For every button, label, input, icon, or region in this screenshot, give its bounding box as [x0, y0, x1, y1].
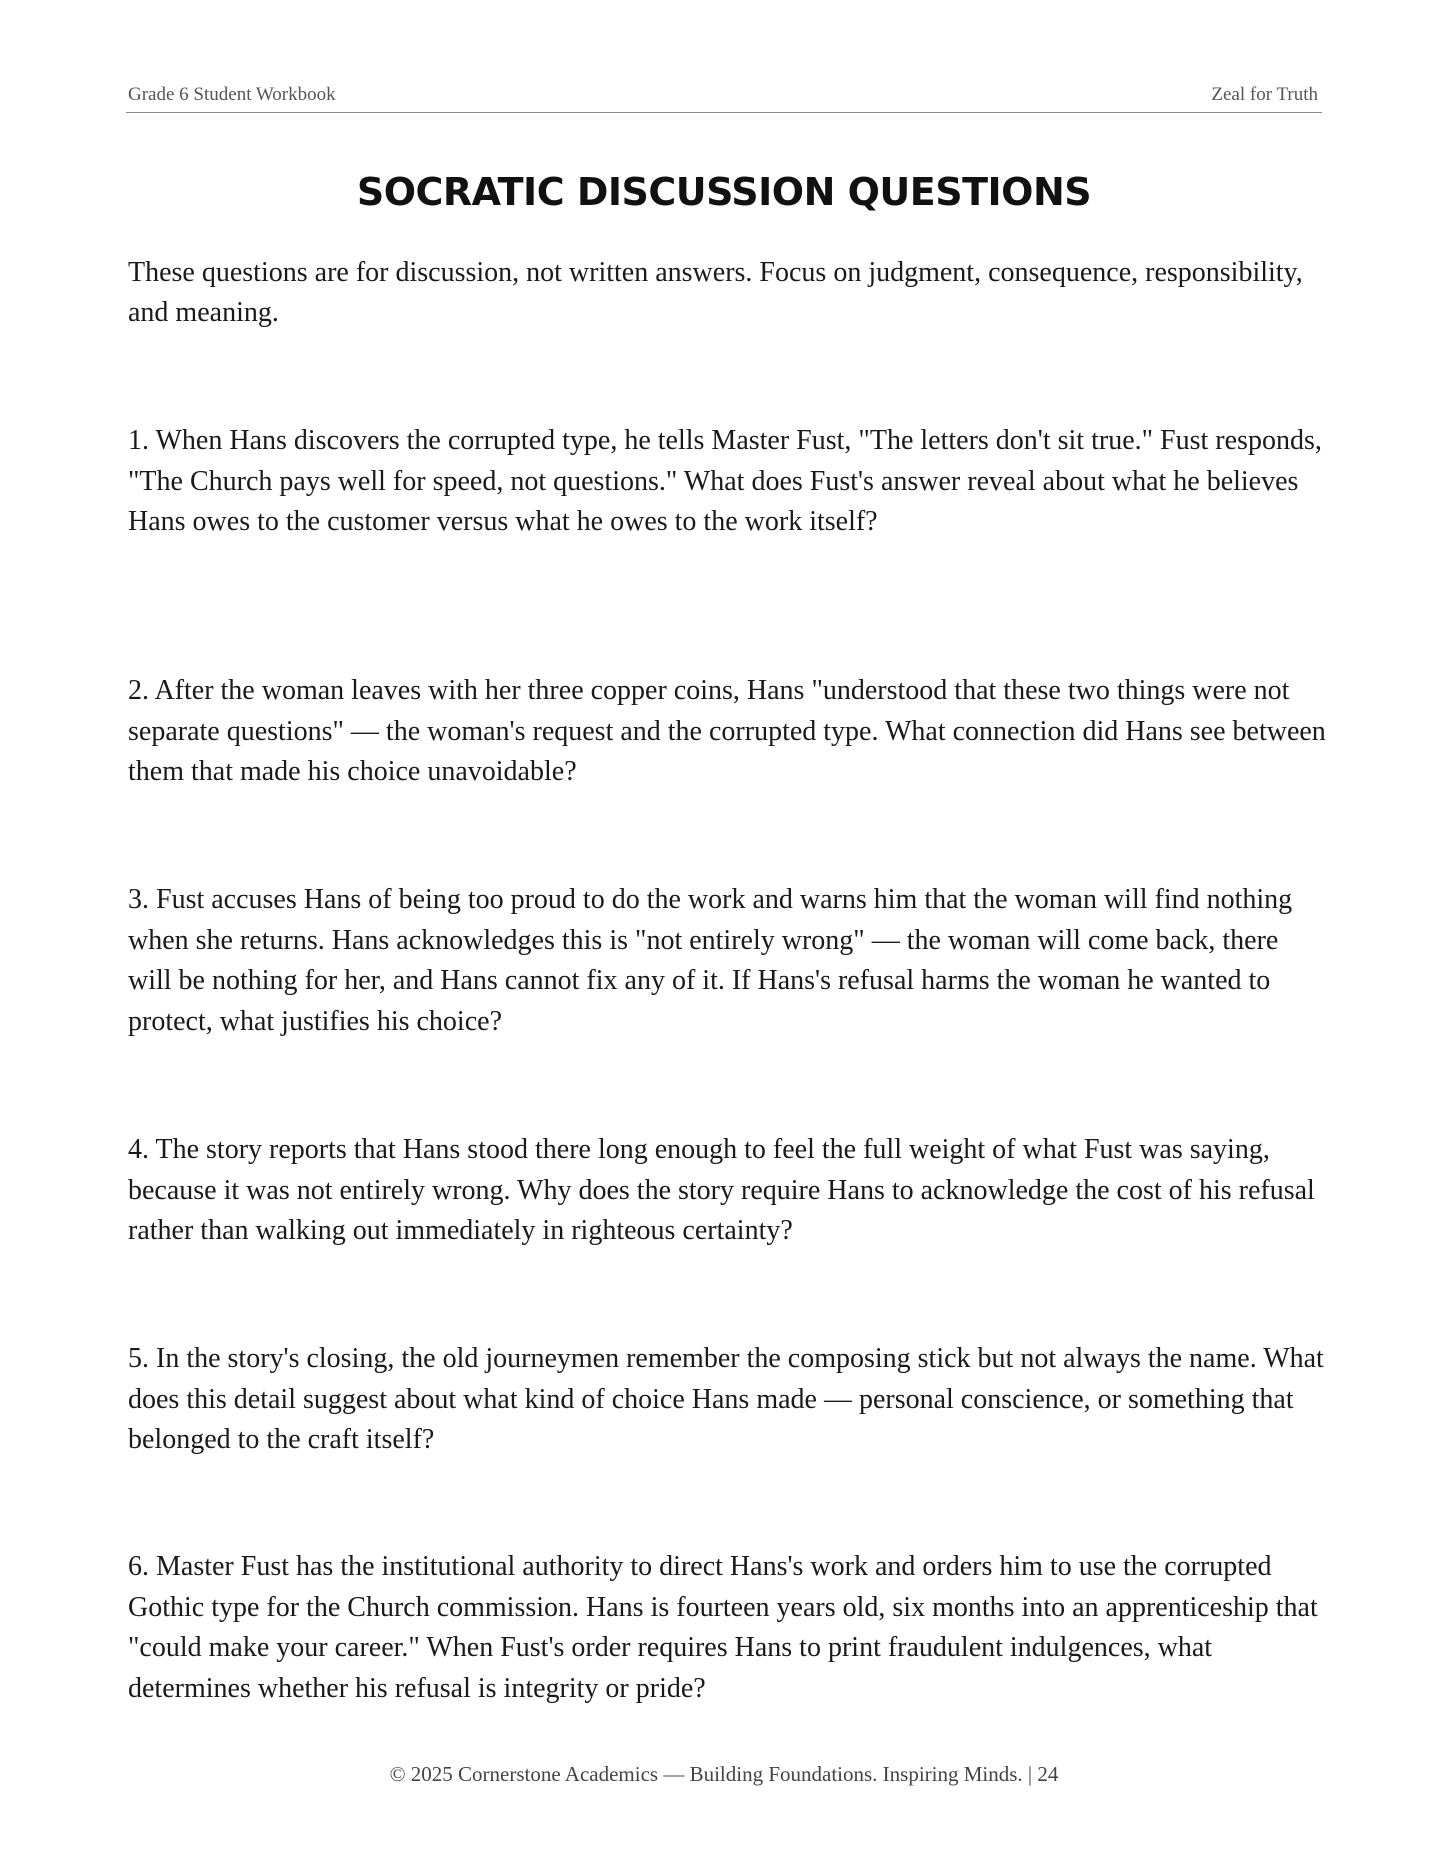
question-5: 5. In the story's closing, the old journeymen remember the composing stick but not always the name. What does this detail suggest about what kind of choice Hans made — personal conscience, or something that belonged to the craft itself?	[128, 1343, 1324, 1455]
page-footer: © 2025 Cornerstone Academics — Building Foundations. Inspiring Minds. | 24	[389, 1762, 1059, 1786]
question-4: 4. The story reports that Hans stood there long enough to feel the full weight of what Fust was saying, because it was not entirely wrong. Why does the story require Hans to acknowledge the cost of his refusal rather than walking out immediately in righteous certainty?	[128, 1134, 1315, 1246]
question-2: 2. After the woman leaves with her three copper coins, Hans "understood that these two things were not separate questions" — the woman's request and the corrupted type. What connection did Hans see between them that made his choice unavoidable?	[128, 675, 1326, 787]
header-workbook-title: Grade 6 Student Workbook	[128, 84, 336, 105]
question-1: 1. When Hans discovers the corrupted type, he tells Master Fust, "The letters don't sit true." Fust responds, "The Church pays well for speed, not questions." What does Fust's answer reveal about what he believes Hans owes to the customer versus what he owes to the work itself?	[128, 425, 1322, 537]
page-header	[126, 82, 1322, 113]
header-unit-title: Zeal for Truth	[1211, 84, 1318, 105]
question-3: 3. Fust accuses Hans of being too proud to do the work and warns him that the woman will find nothing when she returns. Hans acknowledges this is "not entirely wrong" — the woman will come back, there will be nothing for her, and Hans cannot fix any of it. If Hans's refusal harms the woman he wanted to protect, what justifies his choice?	[128, 884, 1293, 1037]
question-6: 6. Master Fust has the institutional authority to direct Hans's work and orders him to use the corrupted Gothic type for the Church commission. Hans is fourteen years old, six months into an apprenticeship that "could make your career." When Fust's order requires Hans to print fraudulent indulgences, what determines whether his refusal is integrity or pride?	[128, 1551, 1318, 1704]
intro-text: These questions are for discussion, not written answers. Focus on judgment, consequence, responsibility, and meaning.	[128, 257, 1303, 328]
page-title: SOCRATIC DISCUSSION QUESTIONS	[356, 170, 1092, 214]
